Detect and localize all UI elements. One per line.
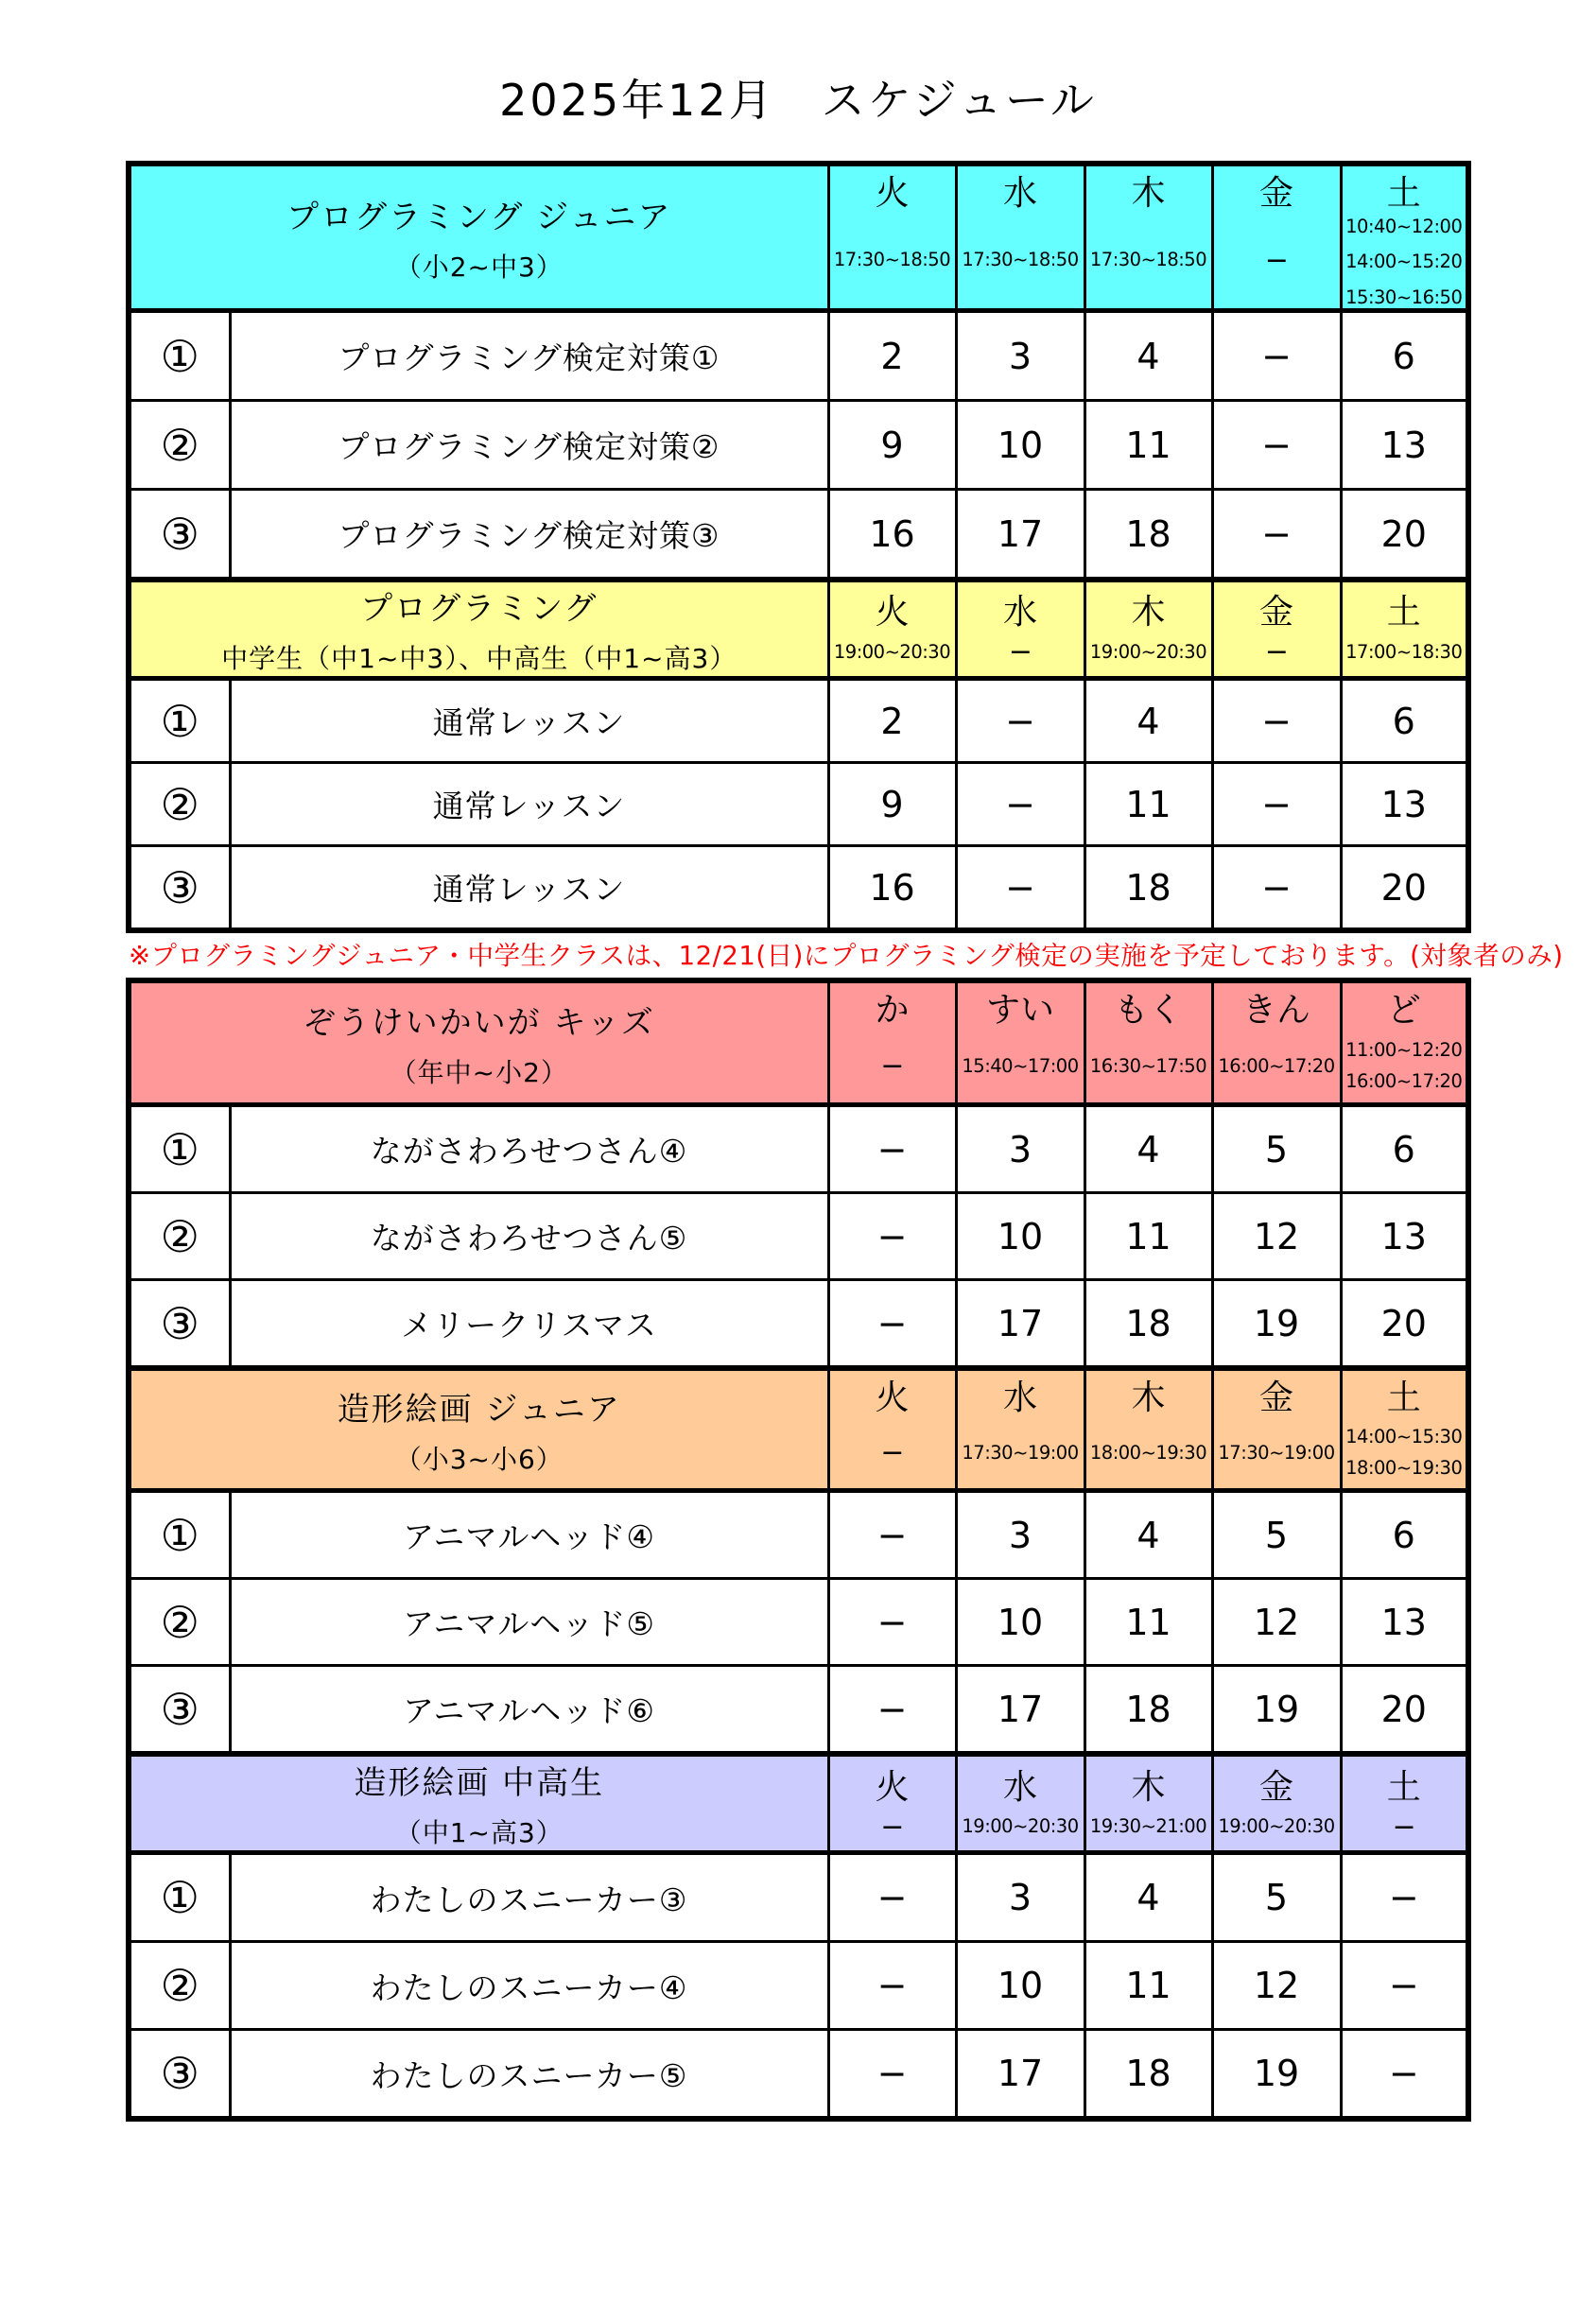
day-times	[1086, 1034, 1211, 1102]
lesson-date-tue: 9	[828, 401, 956, 490]
no-class-dash: −	[828, 1853, 956, 1942]
day-times	[1343, 1034, 1466, 1102]
day-header-fri	[1212, 1368, 1341, 1491]
lesson-number: ②	[129, 1579, 230, 1666]
day-header-wrap	[1343, 983, 1466, 1102]
lesson-date-tue: 16	[828, 846, 956, 931]
lesson-name: アニマルヘッド④	[230, 1491, 828, 1579]
lesson-date-fri: 19	[1212, 1666, 1341, 1755]
lesson-date-sat: 20	[1341, 490, 1468, 581]
lesson-number: ①	[129, 679, 230, 763]
lesson-date-sat: 6	[1341, 679, 1468, 763]
lesson-date-fri: 19	[1212, 2030, 1341, 2120]
lesson-row	[129, 401, 1468, 490]
lesson-date-thu: 11	[1084, 1193, 1212, 1280]
lesson-date-tue: 9	[828, 763, 956, 846]
day-header-thu	[1084, 980, 1212, 1105]
day-times	[1343, 1422, 1466, 1488]
lesson-date-wed: 10	[956, 1193, 1084, 1280]
lesson-date-fri: 5	[1212, 1105, 1341, 1193]
day-label: 火	[875, 592, 910, 632]
lesson-date-sat: 13	[1341, 1579, 1468, 1666]
no-class-dash: −	[828, 1280, 956, 1369]
section-header-zokei-kaiga-teens	[129, 1754, 1468, 1853]
lesson-number: ③	[129, 1666, 230, 1755]
day-header-sat	[1341, 980, 1468, 1105]
time-range: 17:30~19:00	[1218, 1441, 1335, 1464]
day-header-wrap	[830, 585, 955, 674]
day-header-tue	[828, 980, 956, 1105]
lesson-row	[129, 763, 1468, 846]
lesson-date-fri: 12	[1212, 1579, 1341, 1666]
lesson-date-wed: 3	[956, 1105, 1084, 1193]
time-range: 16:00~17:20	[1345, 1070, 1463, 1093]
day-header-wrap	[1343, 585, 1466, 674]
lesson-date-sat: 6	[1341, 1105, 1468, 1193]
lesson-date-sat: 13	[1341, 401, 1468, 490]
time-range: 18:00~19:30	[1089, 1441, 1207, 1464]
lesson-date-sat: 20	[1341, 1666, 1468, 1755]
no-class-dash: −	[828, 1193, 956, 1280]
lesson-date-thu: 11	[1084, 1942, 1212, 2030]
lesson-date-wed: 17	[956, 1666, 1084, 1755]
day-header-tue	[828, 164, 956, 311]
day-times	[1214, 217, 1340, 308]
day-header-wrap	[1086, 1760, 1211, 1847]
no-class-dash: −	[828, 1579, 956, 1666]
no-class-dash: −	[880, 1049, 904, 1083]
lesson-number: ②	[129, 763, 230, 846]
lesson-number: ②	[129, 1942, 230, 2030]
time-range: 17:30~18:50	[1089, 249, 1207, 271]
day-header-tue	[828, 1754, 956, 1853]
day-label: 土	[1386, 1767, 1421, 1807]
lesson-row	[129, 1280, 1468, 1369]
section-header-programming-junior	[129, 164, 1468, 311]
day-times	[1343, 1812, 1466, 1847]
day-label: 土	[1386, 174, 1421, 213]
no-class-dash: −	[880, 1810, 904, 1844]
lesson-row	[129, 1942, 1468, 2030]
day-header-wed	[956, 580, 1084, 679]
no-class-dash: −	[1212, 490, 1341, 581]
lesson-date-wed: 10	[956, 401, 1084, 490]
section-header-zokei-kaiga-kids	[129, 980, 1468, 1105]
day-label: 金	[1259, 174, 1294, 213]
day-label: 金	[1259, 1378, 1294, 1418]
day-label: か	[875, 991, 910, 1031]
lesson-name: ながさわろせつさん⑤	[230, 1193, 828, 1280]
time-range: 19:00~20:30	[962, 1815, 1079, 1838]
day-header-wrap	[958, 585, 1084, 674]
lesson-row	[129, 846, 1468, 931]
section-subtitle: （小2~中3）	[394, 251, 564, 283]
day-header-wrap	[830, 166, 955, 308]
no-class-dash: −	[1212, 763, 1341, 846]
day-header-wrap	[830, 1371, 955, 1488]
lesson-date-tue: 2	[828, 679, 956, 763]
lesson-number: ①	[129, 1491, 230, 1579]
day-header-wrap	[830, 1760, 955, 1847]
day-times	[958, 217, 1084, 308]
day-times	[1343, 636, 1466, 674]
lesson-date-fri: 12	[1212, 1942, 1341, 2030]
time-range: 16:00~17:20	[1218, 1054, 1335, 1077]
lesson-date-fri: 19	[1212, 1280, 1341, 1369]
day-header-wrap	[1086, 983, 1211, 1102]
day-label: すい	[986, 991, 1055, 1031]
no-class-dash: −	[828, 1666, 956, 1755]
day-header-sat	[1341, 164, 1468, 311]
lesson-row	[129, 490, 1468, 581]
day-times	[1086, 1812, 1211, 1847]
section-header-zokei-kaiga-junior	[129, 1368, 1468, 1491]
lesson-date-wed: 17	[956, 490, 1084, 581]
day-header-wrap	[1214, 1371, 1340, 1488]
lesson-row	[129, 679, 1468, 763]
day-times	[1086, 1422, 1211, 1488]
day-times	[1214, 1034, 1340, 1102]
day-times	[1214, 1422, 1340, 1488]
no-class-dash: −	[1212, 401, 1341, 490]
day-times	[1214, 636, 1340, 674]
lesson-date-thu: 18	[1084, 1280, 1212, 1369]
day-header-wed	[956, 1368, 1084, 1491]
day-times	[830, 636, 955, 674]
day-header-wrap	[1343, 1371, 1466, 1488]
day-label: 火	[875, 1767, 910, 1807]
lesson-number: ①	[129, 1853, 230, 1942]
time-range: 19:00~20:30	[1089, 640, 1207, 663]
no-class-dash: −	[880, 1436, 904, 1469]
day-label: 水	[1003, 174, 1038, 213]
day-label: 火	[875, 174, 910, 213]
day-times	[830, 1422, 955, 1488]
day-label: 火	[875, 1378, 910, 1418]
day-times	[958, 1034, 1084, 1102]
day-label: 金	[1259, 1767, 1294, 1807]
lesson-name: プログラミング検定対策①	[230, 311, 828, 401]
lesson-date-tue: 16	[828, 490, 956, 581]
day-header-wrap	[1214, 585, 1340, 674]
day-times	[958, 636, 1084, 674]
day-header-tue	[828, 1368, 956, 1491]
day-label: 金	[1259, 592, 1294, 632]
day-times	[1343, 217, 1466, 311]
lesson-name: プログラミング検定対策②	[230, 401, 828, 490]
day-label: もく	[1114, 991, 1183, 1031]
section-title-cell	[129, 1754, 828, 1853]
lesson-number: ②	[129, 1193, 230, 1280]
lesson-row	[129, 1491, 1468, 1579]
day-label: 木	[1131, 1378, 1166, 1418]
lesson-row	[129, 2030, 1468, 2120]
lesson-date-sat: 13	[1341, 763, 1468, 846]
day-label: 土	[1386, 1378, 1421, 1418]
day-times	[958, 1812, 1084, 1847]
lesson-date-sat: 13	[1341, 1193, 1468, 1280]
lesson-name: ながさわろせつさん④	[230, 1105, 828, 1193]
no-class-dash: −	[1341, 1942, 1468, 2030]
lesson-number: ①	[129, 1105, 230, 1193]
lesson-name: 通常レッスン	[230, 763, 828, 846]
no-class-dash: −	[828, 1105, 956, 1193]
lesson-date-thu: 18	[1084, 1666, 1212, 1755]
section-header-programming-teens	[129, 580, 1468, 679]
lesson-row	[129, 311, 1468, 401]
day-header-wrap	[1214, 983, 1340, 1102]
lesson-name: アニマルヘッド⑥	[230, 1666, 828, 1755]
day-header-wed	[956, 1754, 1084, 1853]
lesson-date-thu: 4	[1084, 1853, 1212, 1942]
day-header-fri	[1212, 980, 1341, 1105]
day-header-wed	[956, 980, 1084, 1105]
section-subtitle: （年中~小2）	[390, 1056, 568, 1088]
section-title-cell	[129, 580, 828, 679]
lesson-name: メリークリスマス	[230, 1280, 828, 1369]
section-title: ぞうけいかいが キッズ	[303, 1003, 655, 1042]
day-header-wrap	[1214, 166, 1340, 308]
lesson-date-fri: 5	[1212, 1491, 1341, 1579]
section-title: 造形絵画 中高生	[354, 1764, 605, 1803]
lesson-name: 通常レッスン	[230, 679, 828, 763]
lesson-date-tue: 2	[828, 311, 956, 401]
no-class-dash: −	[956, 763, 1084, 846]
lesson-number: ③	[129, 1280, 230, 1369]
section-title: プログラミング ジュニア	[286, 198, 672, 236]
day-header-wrap	[1086, 166, 1211, 308]
no-class-dash: −	[828, 2030, 956, 2120]
day-label: 土	[1386, 592, 1421, 632]
day-header-wrap	[1086, 1371, 1211, 1488]
lesson-name: プログラミング検定対策③	[230, 490, 828, 581]
time-range: 17:30~18:50	[962, 249, 1079, 271]
day-header-wrap	[1343, 1760, 1466, 1847]
lesson-date-thu: 18	[1084, 2030, 1212, 2120]
lesson-name: アニマルヘッド⑤	[230, 1579, 828, 1666]
no-class-dash: −	[828, 1942, 956, 2030]
time-range: 19:00~20:30	[833, 640, 951, 663]
lesson-date-wed: 17	[956, 1280, 1084, 1369]
day-header-sat	[1341, 580, 1468, 679]
day-label: 木	[1131, 174, 1166, 213]
no-class-dash: −	[1264, 243, 1289, 277]
lesson-date-thu: 11	[1084, 1579, 1212, 1666]
day-label: 水	[1003, 1767, 1038, 1807]
day-header-wrap	[830, 983, 955, 1102]
section-subtitle: （小3~小6）	[394, 1443, 564, 1475]
lesson-number: ③	[129, 490, 230, 581]
day-times	[830, 1034, 955, 1102]
lesson-name: わたしのスニーカー⑤	[230, 2030, 828, 2120]
day-header-fri	[1212, 1754, 1341, 1853]
time-range: 10:40~12:00	[1345, 216, 1463, 237]
section-subtitle: （中1~高3）	[394, 1817, 564, 1849]
no-class-dash: −	[1008, 635, 1032, 669]
lesson-date-thu: 11	[1084, 401, 1212, 490]
lesson-row	[129, 1666, 1468, 1755]
day-header-wrap	[1086, 585, 1211, 674]
time-range: 18:00~19:30	[1345, 1457, 1463, 1480]
section-title: 造形絵画 ジュニア	[337, 1390, 621, 1429]
section-title-cell	[129, 980, 828, 1105]
lesson-name: 通常レッスン	[230, 846, 828, 931]
day-times	[830, 217, 955, 308]
lesson-number: ②	[129, 401, 230, 490]
day-label: 木	[1131, 1767, 1166, 1807]
lesson-date-thu: 4	[1084, 1491, 1212, 1579]
day-label: 水	[1003, 1378, 1038, 1418]
section-title: プログラミング	[360, 590, 598, 628]
day-header-tue	[828, 580, 956, 679]
lesson-date-thu: 18	[1084, 846, 1212, 931]
day-label: きん	[1242, 991, 1311, 1031]
time-range: 16:30~17:50	[1089, 1054, 1207, 1077]
time-range: 15:30~16:50	[1345, 286, 1463, 308]
day-times	[958, 1422, 1084, 1488]
lesson-name: わたしのスニーカー③	[230, 1853, 828, 1942]
time-range: 11:00~12:20	[1345, 1038, 1463, 1061]
lesson-date-thu: 4	[1084, 679, 1212, 763]
no-class-dash: −	[1341, 1853, 1468, 1942]
day-header-wrap	[958, 983, 1084, 1102]
no-class-dash: −	[1341, 2030, 1468, 2120]
lesson-date-wed: 3	[956, 311, 1084, 401]
time-range: 14:00~15:30	[1345, 1425, 1463, 1448]
day-header-wed	[956, 164, 1084, 311]
lesson-date-sat: 20	[1341, 1280, 1468, 1369]
no-class-dash: −	[1264, 635, 1289, 669]
section-subtitle: 中学生（中1~中3）、中高生（中1~高3）	[221, 643, 737, 674]
no-class-dash: −	[956, 846, 1084, 931]
lesson-date-sat: 6	[1341, 1491, 1468, 1579]
day-times	[1086, 217, 1211, 308]
day-header-wrap	[958, 1371, 1084, 1488]
day-header-fri	[1212, 580, 1341, 679]
time-range: 19:30~21:00	[1089, 1815, 1207, 1838]
lesson-date-wed: 17	[956, 2030, 1084, 2120]
lesson-number: ③	[129, 2030, 230, 2120]
day-header-thu	[1084, 1754, 1212, 1853]
no-class-dash: −	[956, 679, 1084, 763]
schedule-table-art	[126, 978, 1471, 2122]
lesson-date-wed: 10	[956, 1942, 1084, 2030]
lesson-date-thu: 18	[1084, 490, 1212, 581]
no-class-dash: −	[1212, 311, 1341, 401]
section-title-cell	[129, 1368, 828, 1491]
day-header-sat	[1341, 1368, 1468, 1491]
time-range: 19:00~20:30	[1218, 1815, 1335, 1838]
day-header-sat	[1341, 1754, 1468, 1853]
day-header-thu	[1084, 1368, 1212, 1491]
day-header-wrap	[1214, 1760, 1340, 1847]
no-class-dash: −	[828, 1491, 956, 1579]
day-times	[1086, 636, 1211, 674]
lesson-date-sat: 20	[1341, 846, 1468, 931]
lesson-name: わたしのスニーカー④	[230, 1942, 828, 2030]
no-class-dash: −	[1212, 846, 1341, 931]
day-label: 木	[1131, 592, 1166, 632]
lesson-date-thu: 4	[1084, 1105, 1212, 1193]
day-header-thu	[1084, 580, 1212, 679]
no-class-dash: −	[1392, 1810, 1416, 1844]
lesson-date-thu: 11	[1084, 763, 1212, 846]
day-times	[1214, 1812, 1340, 1847]
lesson-row	[129, 1853, 1468, 1942]
day-header-wrap	[958, 166, 1084, 308]
day-header-fri	[1212, 164, 1341, 311]
day-label: ど	[1386, 991, 1421, 1031]
day-times	[830, 1812, 955, 1847]
time-range: 15:40~17:00	[962, 1054, 1079, 1077]
day-header-wrap	[1343, 166, 1466, 308]
lesson-date-fri: 5	[1212, 1853, 1341, 1942]
day-header-thu	[1084, 164, 1212, 311]
lesson-date-wed: 3	[956, 1491, 1084, 1579]
lesson-row	[129, 1579, 1468, 1666]
exam-note: ※プログラミングジュニア・中学生クラスは、12/21(日)にプログラミング検定の実施を予定しております。(対象者のみ)	[129, 941, 1564, 971]
lesson-date-sat: 6	[1341, 311, 1468, 401]
lesson-number: ①	[129, 311, 230, 401]
no-class-dash: −	[1212, 679, 1341, 763]
lesson-number: ③	[129, 846, 230, 931]
lesson-date-thu: 4	[1084, 311, 1212, 401]
page-title: 2025年12月 スケジュール	[499, 75, 1097, 126]
lesson-date-wed: 10	[956, 1579, 1084, 1666]
day-header-wrap	[958, 1760, 1084, 1847]
lesson-date-fri: 12	[1212, 1193, 1341, 1280]
section-title-cell	[129, 164, 828, 311]
schedule-table-programming	[126, 161, 1471, 933]
time-range: 17:30~18:50	[833, 249, 951, 271]
time-range: 17:30~19:00	[962, 1441, 1079, 1464]
time-range: 14:00~15:20	[1345, 251, 1463, 273]
lesson-row	[129, 1105, 1468, 1193]
lesson-date-wed: 3	[956, 1853, 1084, 1942]
day-label: 水	[1003, 592, 1038, 632]
time-range: 17:00~18:30	[1345, 640, 1463, 663]
schedule-page	[0, 66, 1596, 2122]
lesson-row	[129, 1193, 1468, 1280]
